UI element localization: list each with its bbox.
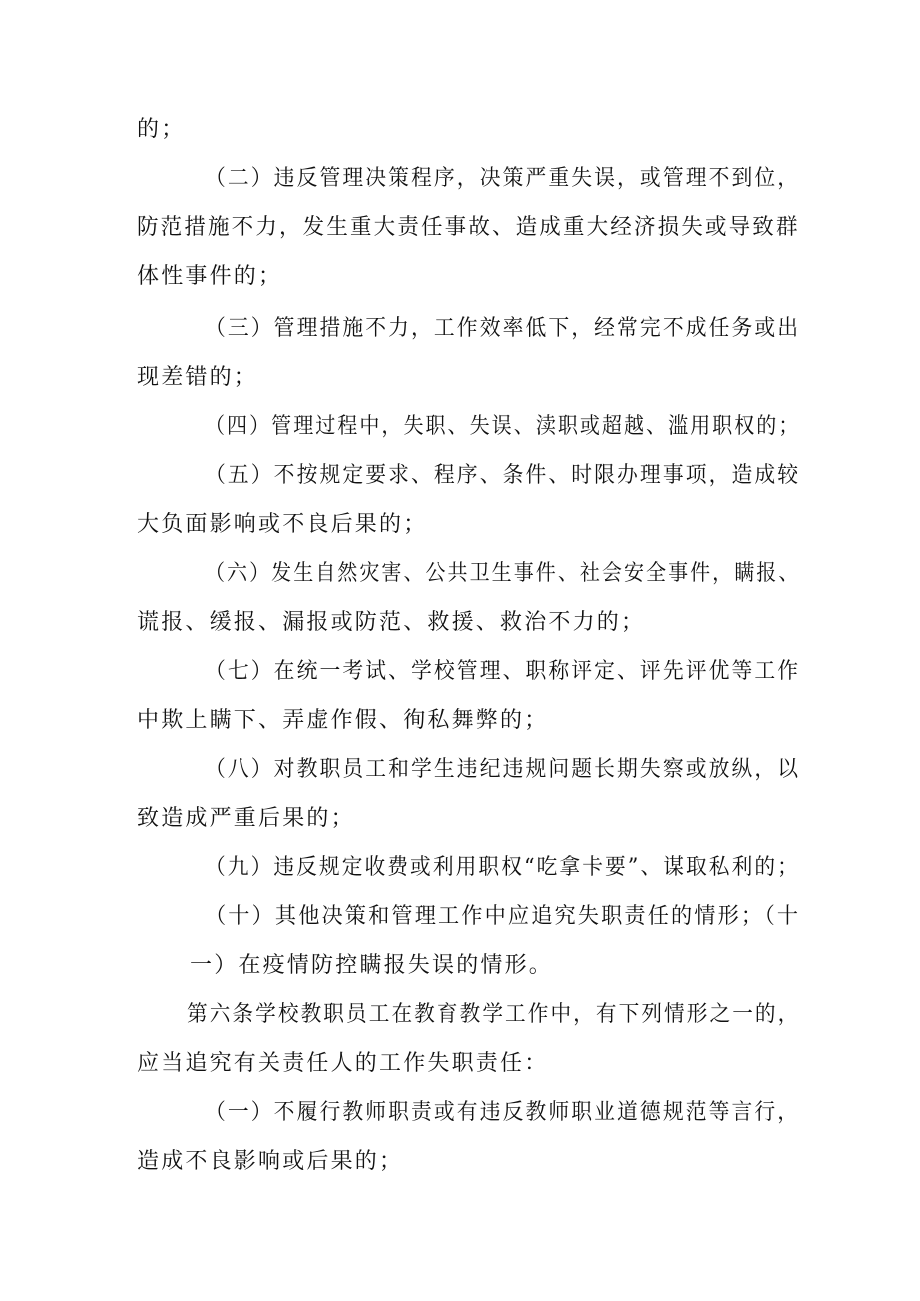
text-line: 防范措施不力，发生重大责任事故、造成重大经济损失或导致群 [137,215,800,240]
text-line: 现差错的； [137,365,259,390]
text-line: 体性事件的； [137,264,283,289]
text-line: （九）违反规定收费或利用职权“吃拿卡要”、谋取私利的； [205,855,800,880]
text-line: 造成不良影响或后果的； [137,1149,404,1174]
text-line: （一）不履行教师职责或有违反教师职业道德规范等言行， [205,1100,801,1125]
text-line: （四）管理过程中，失职、失误、渎职或超越、滥用职权的； [205,414,801,439]
text-line: （三）管理措施不力，工作效率低下，经常完不成任务或出 [205,316,801,341]
text-line: （六）发生自然灾害、公共卫生事件、社会安全事件，瞒报、 [205,561,801,586]
text-line: 大负面影响或不良后果的； [137,512,428,537]
text-line: （七）在统一考试、学校管理、职称评定、评先评优等工作 [205,659,801,684]
text-line: 谎报、缓报、漏报或防范、救援、救治不力的； [137,610,646,635]
text-line: 一）在疫情防控瞒报失误的情形。 [190,953,554,978]
text-line: 应当追究有关责任人的工作失职责任： [137,1051,549,1076]
text-line: （五）不按规定要求、程序、条件、时限办理事项，造成较 [205,463,801,488]
text-line: 的； [137,117,186,142]
text-line: （二）违反管理决策程序，决策严重失误，或管理不到位， [205,166,801,191]
text-line: （十）其他决策和管理工作中应追究失职责任的情形；（十 [205,904,801,929]
text-line: 中欺上瞒下、弄虚作假、徇私舞弊的； [137,708,549,733]
text-line: 第六条学校教职员工在教育教学工作中，有下列情形之一的， [187,1002,801,1027]
text-line: （八）对教职员工和学生违纪违规问题长期失察或放纵，以 [205,757,801,782]
text-line: 致造成严重后果的； [137,806,355,831]
